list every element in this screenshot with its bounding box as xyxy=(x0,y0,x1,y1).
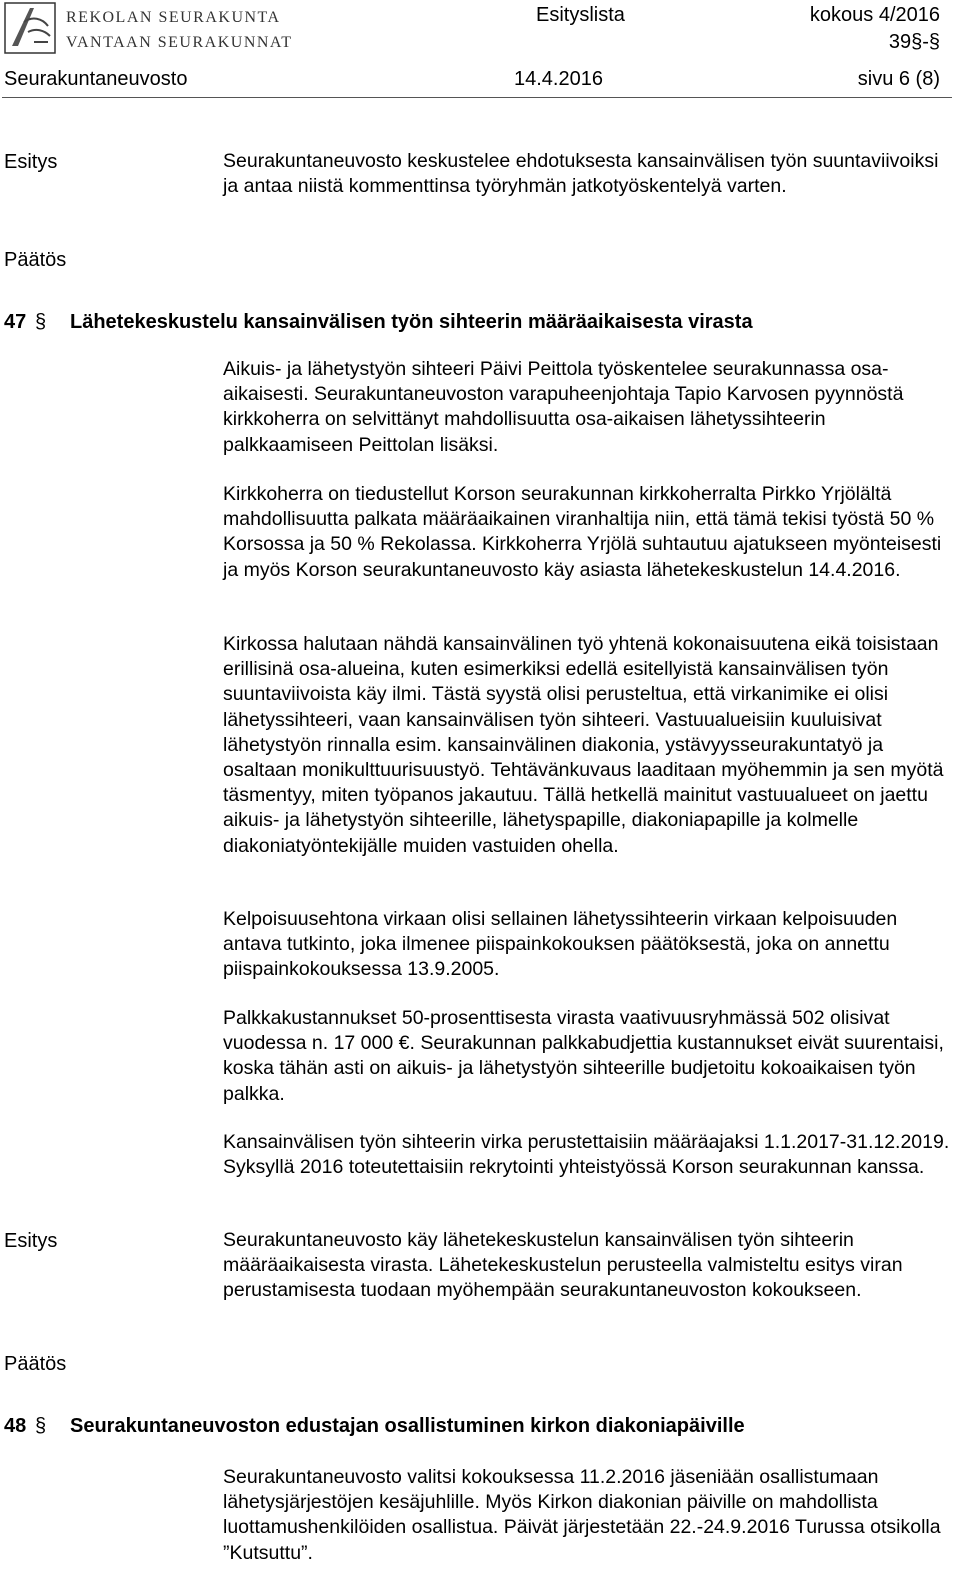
esitys-label: Esitys xyxy=(4,1230,58,1252)
section-number: 47 xyxy=(4,311,27,333)
paragraph-block xyxy=(223,482,958,583)
body-name: Seurakuntaneuvosto xyxy=(4,68,188,90)
meeting-number: kokous 4/2016 xyxy=(809,4,940,26)
esitys-paragraph: Seurakuntaneuvosto keskustelee ehdotuksesta kansainvälisen työn suuntaviivoiksi ja antaa niistä kommenttinsa työryhmän jatkotyöskentelyä varten. xyxy=(223,150,939,198)
section-range: 39§-§ xyxy=(888,31,940,53)
paragraph-block xyxy=(223,357,958,458)
paragraph: Kansainvälisen työn sihteerin virka perustettaisiin määräajaksi 1.1.2017-31.12.2019. Syksyllä 2016 toteutettaisiin rekrytointi yhteistyössä Korson seurakunnan kanssa. xyxy=(223,1131,950,1179)
section-number: 48 xyxy=(4,1415,27,1437)
org-name-line1: REKOLAN SEURAKUNTA xyxy=(66,9,281,26)
paatos-label: Päätös xyxy=(4,1353,67,1375)
esitys-paragraph: Seurakuntaneuvosto käy lähetekeskustelun kansainvälisen työn sihteerin määräaikaisesta virasta. Lähetekeskustelun perusteella valmisteltu esitys viran perustamisesta tuodaan myöhempään seurakuntaneuvoston kokoukseen. xyxy=(223,1229,903,1302)
section-title: Lähetekeskustelu kansainvälisen työn sihteerin määräaikaisesta virasta xyxy=(70,311,753,333)
paragraph: Palkkakustannukset 50-prosenttisesta virasta vaativuusryhmässä 502 olisivat vuodessa n. 17 000 €. Seurakunnan palkkabudjettia kustannukset eivät suurentaisi, koska tähän asti on aikuis- ja lähetystyön sihteerille budjetoitu kokoaikaisen työn palkka. xyxy=(223,1007,944,1105)
paatos-label: Päätös xyxy=(4,249,67,271)
document-type: Esityslista xyxy=(536,4,625,26)
paragraph-block xyxy=(223,632,958,859)
section-sign-icon: § xyxy=(35,1415,47,1437)
parish-logo-icon xyxy=(4,2,56,54)
paragraph-block xyxy=(223,907,958,983)
paragraph: Aikuis- ja lähetystyön sihteeri Päivi Peittola työskentelee seurakunnassa osa-aikaisesti. Seurakuntaneuvoston varapuheenjohtaja Tapio Karvosen pyynnöstä kirkkoherra on selvittänyt mahdollisuutta osa-aikaisen lähetyssihteerin palkkaamiseen Peittolan lisäksi. xyxy=(223,358,904,456)
paragraph: Kelpoisuusehtona virkaan olisi sellainen lähetyssihteerin virkaan kelpoisuuden antava tutkinto, joka ilmenee piispainkokouksen päätöksestä, joka on annettu piispainkokouksessa 13.9.2005. xyxy=(223,908,898,981)
paragraph: Kirkkoherra on tiedustellut Korson seurakunnan kirkkoherralta Pirkko Yrjölältä mahdollisuutta palkata määräaikainen viranhaltija niin, että tämä tekisi työstä 50 % Korsossa ja 50 % Rekolassa. Kirkkoherra Yrjölä suhtautuu ajatukseen myönteisesti ja myös Korson seurakuntaneuvosto käy asiasta lähetekeskustelun 14.4.2016. xyxy=(223,483,942,581)
header-divider xyxy=(2,97,952,98)
esitys-text xyxy=(223,149,958,199)
org-name-line2: VANTAAN SEURAKUNNAT xyxy=(66,34,293,51)
page-number: sivu 6 (8) xyxy=(857,68,940,90)
paragraph-block xyxy=(223,1465,958,1566)
esitys-label: Esitys xyxy=(4,151,58,173)
meeting-date: 14.4.2016 xyxy=(514,68,603,90)
section-sign-icon: § xyxy=(35,311,47,333)
esitys-text xyxy=(223,1228,958,1304)
section-title: Seurakuntaneuvoston edustajan osallistuminen kirkon diakoniapäiville xyxy=(70,1415,745,1437)
paragraph: Kirkossa halutaan nähdä kansainvälinen työ yhtenä kokonaisuutena eikä toisistaan erillisinä osa-alueina, kuten esimerkiksi edellä esitellyistä kansainvälisen työn suuntaviivoista käy ilmi. Tästä syystä olisi perusteltua, että virkanimike ei olisi lähetyssihteeri, vaan kansainvälisen työn sihteeri. Vastuualueisiin kuuluisivat lähetystyön rinnalla esim. kansainvälinen diakonia, ystävyysseurakuntatyö ja osaltaan monikulttuurisuustyö. Tehtävänkuvaus laaditaan myöhemmin ja sen myötä täsmentyy, miten työpanos jakautuu. Tällä hetkellä mainitut vastuualueet on jaettu aikuis- ja lähetystyön sihteerille, lähetyspapille, diakoniapapille ja kolmelle diakoniatyöntekijälle muiden vastuiden ohella. xyxy=(223,633,944,857)
paragraph: Seurakuntaneuvosto valitsi kokouksessa 11.2.2016 jäseniään osallistumaan lähetysjärjestöjen kesäjuhlille. Myös Kirkon diakonian päiville on mahdollista luottamushenkilöiden osallistua. Päivät järjestetään 22.-24.9.2016 Turussa otsikolla ”Kutsuttu”. xyxy=(223,1466,941,1564)
paragraph-block xyxy=(223,1006,958,1107)
paragraph-block xyxy=(223,1130,958,1180)
